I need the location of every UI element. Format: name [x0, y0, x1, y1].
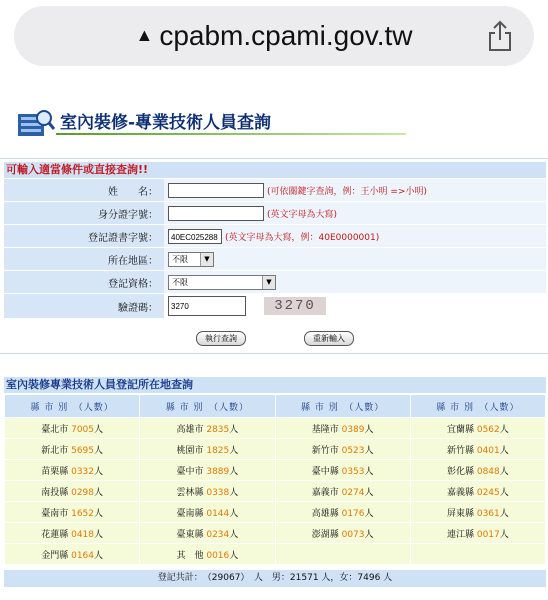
count-unit: 人	[94, 466, 104, 477]
county-name-link[interactable]: 新竹市	[311, 445, 339, 456]
name-input[interactable]	[168, 183, 264, 198]
county-cell[interactable]	[5, 439, 140, 460]
region-label: 所在地區：	[4, 248, 164, 270]
county-name-link[interactable]: 屏東縣	[446, 508, 474, 519]
county-cell[interactable]	[140, 418, 275, 439]
count-unit: 人	[364, 445, 374, 456]
county-name-link[interactable]: 臺中市	[176, 466, 204, 477]
id-number-hint: (英文字母為大寫)	[267, 209, 338, 220]
qualification-selected-value: 不限	[172, 277, 188, 287]
county-cell[interactable]	[140, 481, 275, 502]
table-row	[5, 502, 546, 523]
county-name-link[interactable]: 基隆市	[311, 424, 339, 435]
count-unit: 人	[229, 466, 239, 477]
county-count: 7005	[71, 424, 95, 435]
county-cell[interactable]	[5, 544, 140, 565]
county-cell	[410, 544, 545, 565]
county-cell[interactable]	[275, 523, 410, 544]
qualification-select[interactable]	[168, 275, 276, 290]
count-unit: 人	[364, 508, 374, 519]
search-database-icon	[16, 104, 56, 140]
county-name-link[interactable]: 宜蘭縣	[446, 424, 474, 435]
county-count: 5695	[71, 445, 95, 456]
captcha-row	[4, 294, 546, 319]
county-name-link[interactable]: 臺北市	[41, 424, 69, 435]
county-count: 0176	[341, 508, 365, 519]
cert-number-label: 登記證書字號：	[4, 225, 164, 247]
share-icon[interactable]	[486, 19, 514, 53]
count-unit: 人	[229, 550, 239, 561]
county-count: 0073	[341, 529, 365, 540]
county-count: 0274	[341, 487, 365, 498]
count-unit: 人	[499, 445, 509, 456]
count-unit: 人	[364, 424, 374, 435]
region-row	[4, 248, 546, 271]
table-row	[5, 481, 546, 502]
qualification-row	[4, 271, 546, 294]
count-unit: 人	[229, 529, 239, 540]
county-count: 0523	[341, 445, 365, 456]
county-name-link[interactable]: 嘉義縣	[446, 487, 474, 498]
table-header-row	[5, 395, 546, 418]
county-count: 0245	[476, 487, 500, 498]
county-cell	[275, 544, 410, 565]
county-count: 0234	[206, 529, 230, 540]
county-count: 0144	[206, 508, 230, 519]
county-name-link[interactable]: 南投縣	[41, 487, 69, 498]
chevron-down-icon[interactable]: ▼	[200, 253, 213, 266]
county-count: 0361	[476, 508, 500, 519]
county-name-link[interactable]: 澎湖縣	[311, 529, 339, 540]
name-row	[4, 179, 546, 202]
county-cell[interactable]	[275, 418, 410, 439]
county-cell[interactable]	[410, 502, 545, 523]
column-header: 縣 市 別 （人數）	[140, 395, 275, 418]
count-unit: 人	[94, 508, 104, 519]
captcha-input[interactable]: 3270	[168, 296, 246, 316]
reset-button[interactable]: 重新輸入	[304, 331, 354, 346]
count-unit: 人	[499, 424, 509, 435]
county-cell[interactable]	[410, 523, 545, 544]
county-count: 0848	[476, 466, 500, 477]
county-cell[interactable]	[410, 418, 545, 439]
count-unit: 人	[499, 487, 509, 498]
id-number-row	[4, 202, 546, 225]
chevron-down-icon[interactable]: ▼	[262, 276, 275, 289]
url-display[interactable]	[14, 20, 534, 52]
county-cell[interactable]	[140, 439, 275, 460]
county-cell[interactable]	[275, 481, 410, 502]
county-count: 1652	[71, 508, 95, 519]
captcha-image: 3270	[264, 297, 326, 315]
captcha-label: 驗證碼：	[4, 294, 164, 318]
count-unit: 人	[229, 508, 239, 519]
county-count: 0016	[206, 550, 230, 561]
county-count: 0338	[206, 487, 230, 498]
table-row	[5, 523, 546, 544]
county-count: 3889	[206, 466, 230, 477]
county-name-link[interactable]: 連江縣	[446, 529, 474, 540]
county-cell[interactable]	[410, 460, 545, 481]
count-unit: 人	[229, 445, 239, 456]
count-unit: 人	[499, 508, 509, 519]
name-label: 姓 名：	[4, 179, 164, 201]
county-table	[4, 394, 546, 565]
count-unit: 人	[499, 466, 509, 477]
county-name-link[interactable]: 臺中縣	[311, 466, 339, 477]
page-title: 室內裝修-專業技術人員查詢	[60, 113, 272, 133]
county-count: 0164	[71, 550, 95, 561]
county-table-body	[5, 418, 546, 565]
county-cell[interactable]	[5, 481, 140, 502]
count-unit: 人	[229, 487, 239, 498]
divider	[0, 158, 548, 159]
address-bar[interactable]	[14, 6, 534, 66]
county-count: 0298	[71, 487, 95, 498]
county-name-link[interactable]: 雲林縣	[176, 487, 204, 498]
county-count: 0401	[476, 445, 500, 456]
county-name-link[interactable]: 高雄市	[176, 424, 204, 435]
count-unit: 人	[94, 445, 104, 456]
county-count: 0389	[341, 424, 365, 435]
county-name-link[interactable]: 桃園市	[176, 445, 204, 456]
county-name-link[interactable]: 高雄縣	[311, 508, 339, 519]
total-summary: 登記共計： （29067） 人 男：21571 人，女：7496 人	[4, 570, 546, 587]
table-row	[5, 460, 546, 481]
county-name-link[interactable]: 臺東縣	[176, 529, 204, 540]
column-header: 縣 市 別 （人數）	[410, 395, 545, 418]
count-unit: 人	[364, 529, 374, 540]
county-name-link[interactable]: 金門縣	[41, 550, 69, 561]
county-cell[interactable]	[275, 439, 410, 460]
count-unit: 人	[229, 424, 239, 435]
county-name-link[interactable]: 苗栗縣	[41, 466, 69, 477]
url-text: cpabm.cpami.gov.tw	[159, 20, 413, 51]
column-header: 縣 市 別 （人數）	[5, 395, 140, 418]
count-unit: 人	[499, 529, 509, 540]
county-cell[interactable]	[5, 523, 140, 544]
county-name-link[interactable]: 臺南市	[41, 508, 69, 519]
search-section-title: 可輸入適當條件或直接查詢!!	[4, 162, 546, 178]
cert-number-row	[4, 225, 546, 248]
county-cell[interactable]	[275, 460, 410, 481]
county-count: 0332	[71, 466, 95, 477]
county-name-link[interactable]: 臺南縣	[176, 508, 204, 519]
divider	[0, 353, 548, 354]
county-name-link[interactable]: 新北市	[41, 445, 69, 456]
county-name-link[interactable]: 彰化縣	[446, 466, 474, 477]
title-underline	[56, 133, 406, 135]
county-cell[interactable]	[410, 439, 545, 460]
county-cell[interactable]	[140, 523, 275, 544]
count-unit: 人	[94, 487, 104, 498]
county-count: 1825	[206, 445, 230, 456]
region-select[interactable]	[168, 252, 214, 267]
county-cell[interactable]	[5, 418, 140, 439]
region-selected-value: 不限	[172, 254, 188, 264]
county-count: 0353	[341, 466, 365, 477]
column-header: 縣 市 別 （人數）	[275, 395, 410, 418]
county-name-link[interactable]: 嘉義市	[311, 487, 339, 498]
id-number-input[interactable]	[168, 206, 264, 221]
count-unit: 人	[364, 487, 374, 498]
search-form	[4, 179, 546, 319]
county-cell[interactable]	[410, 481, 545, 502]
county-cell[interactable]	[140, 544, 275, 565]
county-cell[interactable]	[5, 502, 140, 523]
table-row	[5, 544, 546, 565]
location-section-title: 室內裝修專業技術人員登記所在地查詢	[4, 377, 546, 393]
county-name-link[interactable]: 其 他	[176, 550, 204, 561]
count-unit: 人	[94, 550, 104, 561]
county-cell[interactable]	[5, 460, 140, 481]
count-unit: 人	[94, 529, 104, 540]
county-count: 0418	[71, 529, 95, 540]
county-count: 2835	[206, 424, 230, 435]
table-row	[5, 439, 546, 460]
warning-icon: ▲	[135, 25, 154, 45]
id-number-label: 身分證字號：	[4, 202, 164, 224]
qualification-label: 登記資格：	[4, 271, 164, 293]
county-cell[interactable]	[140, 460, 275, 481]
name-hint: (可依關鍵字查詢，例：王小明 =>小明)	[267, 186, 427, 197]
count-unit: 人	[364, 466, 374, 477]
table-row	[5, 418, 546, 439]
search-button[interactable]: 執行查詢	[196, 331, 246, 346]
county-cell[interactable]	[140, 502, 275, 523]
county-name-link[interactable]: 新竹縣	[446, 445, 474, 456]
page-header	[16, 104, 406, 144]
cert-number-hint: (英文字母為大寫，例：40E0000001)	[225, 232, 380, 243]
cert-number-input[interactable]: 40EC025288	[168, 229, 222, 244]
count-unit: 人	[94, 424, 104, 435]
county-name-link[interactable]: 花蓮縣	[41, 529, 69, 540]
county-count: 0017	[476, 529, 500, 540]
county-count: 0562	[476, 424, 500, 435]
county-cell[interactable]	[275, 502, 410, 523]
